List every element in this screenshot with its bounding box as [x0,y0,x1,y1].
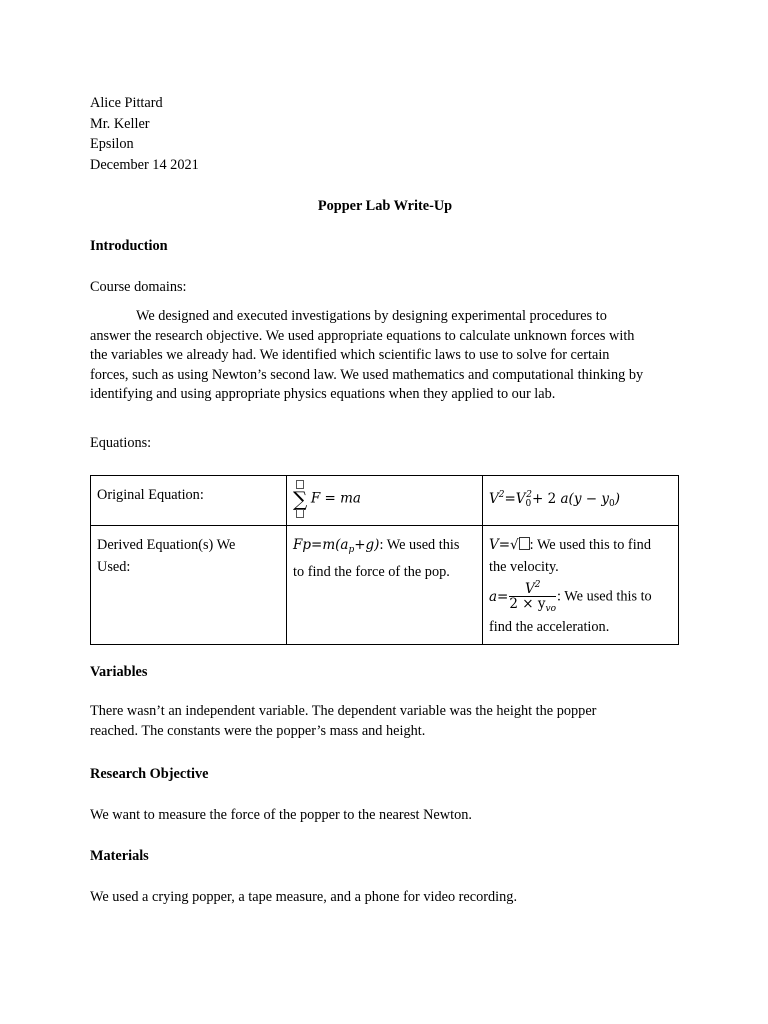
introduction-paragraph [90,307,690,405]
document-page [90,93,680,905]
paragraph-line: forces, such as using Newton’s second law. We used mathematics and computational thinking by [90,366,644,383]
table-cell-derived-force: $Fp=m(a_p+g)$: We used this to find the force of the pop. [287,526,483,645]
class-name: Epsilon [90,136,134,152]
equations-label: Equations: [90,435,152,451]
research-objective-text: We want to measure the force of the popper to the nearest Newton. [90,807,472,823]
newton-second-law-equation: F = ma [310,490,361,507]
paragraph-line: We designed and executed investigations by designing experimental procedures to [136,308,607,324]
paragraph-line: identifying and using appropriate physics equations when they applied to our lab. [90,386,556,402]
table-cell-kinematic-equation [483,476,679,526]
materials-heading: Materials [90,848,149,864]
research-objective-heading: Research Objective [90,766,209,782]
course-domains-label: Course domains: [90,279,187,295]
kinematic-equation: $V^2=V_0^2+ 2$ $a(y - y_0)$ [489,490,620,509]
header-block [90,93,680,175]
date: December 14 2021 [90,156,199,173]
paragraph-line: answer the research objective. We used appropriate equations to calculate unknown forces with [90,327,635,344]
paragraph-line: the variables we already had. We identified which scientific laws to use to solve for certain [90,347,610,363]
document-title: Popper Lab Write-Up [317,198,453,214]
table-row [91,526,679,645]
table-cell-original-label: Original Equation: [91,476,287,526]
materials-text: We used a crying popper, a tape measure, and a phone for video recording. [90,889,518,905]
equations-table [90,475,679,645]
author-name: Alice Pittard [90,95,163,111]
pop-force-equation: $Fp=m(a_p+g)$ [293,537,380,555]
acceleration-equation: a= $\frac{V^2}{2 \times y_{vo}}$ [489,580,557,614]
variables-paragraph: There wasn’t an independent variable. The dependent variable was the height the popper reached. The constants were the popper’s mass and height. [90,703,597,739]
table-row [91,476,679,526]
velocity-equation: V=√ [489,537,530,553]
table-cell-derived-velocity-acceleration: V=√ : We used this to find the velocity. a= $\frac{V^2}{2 \times y_{vo}}$ : We used this to find the acceleration. [483,526,679,645]
teacher-name: Mr. Keller [90,115,150,132]
variables-heading: Variables [90,664,148,680]
table-cell-newton-equation [287,476,483,526]
summation-symbol: ∑ [293,480,307,518]
introduction-heading: Introduction [90,238,168,254]
table-cell-derived-label: Derived Equation(s) We Used: [91,526,287,645]
